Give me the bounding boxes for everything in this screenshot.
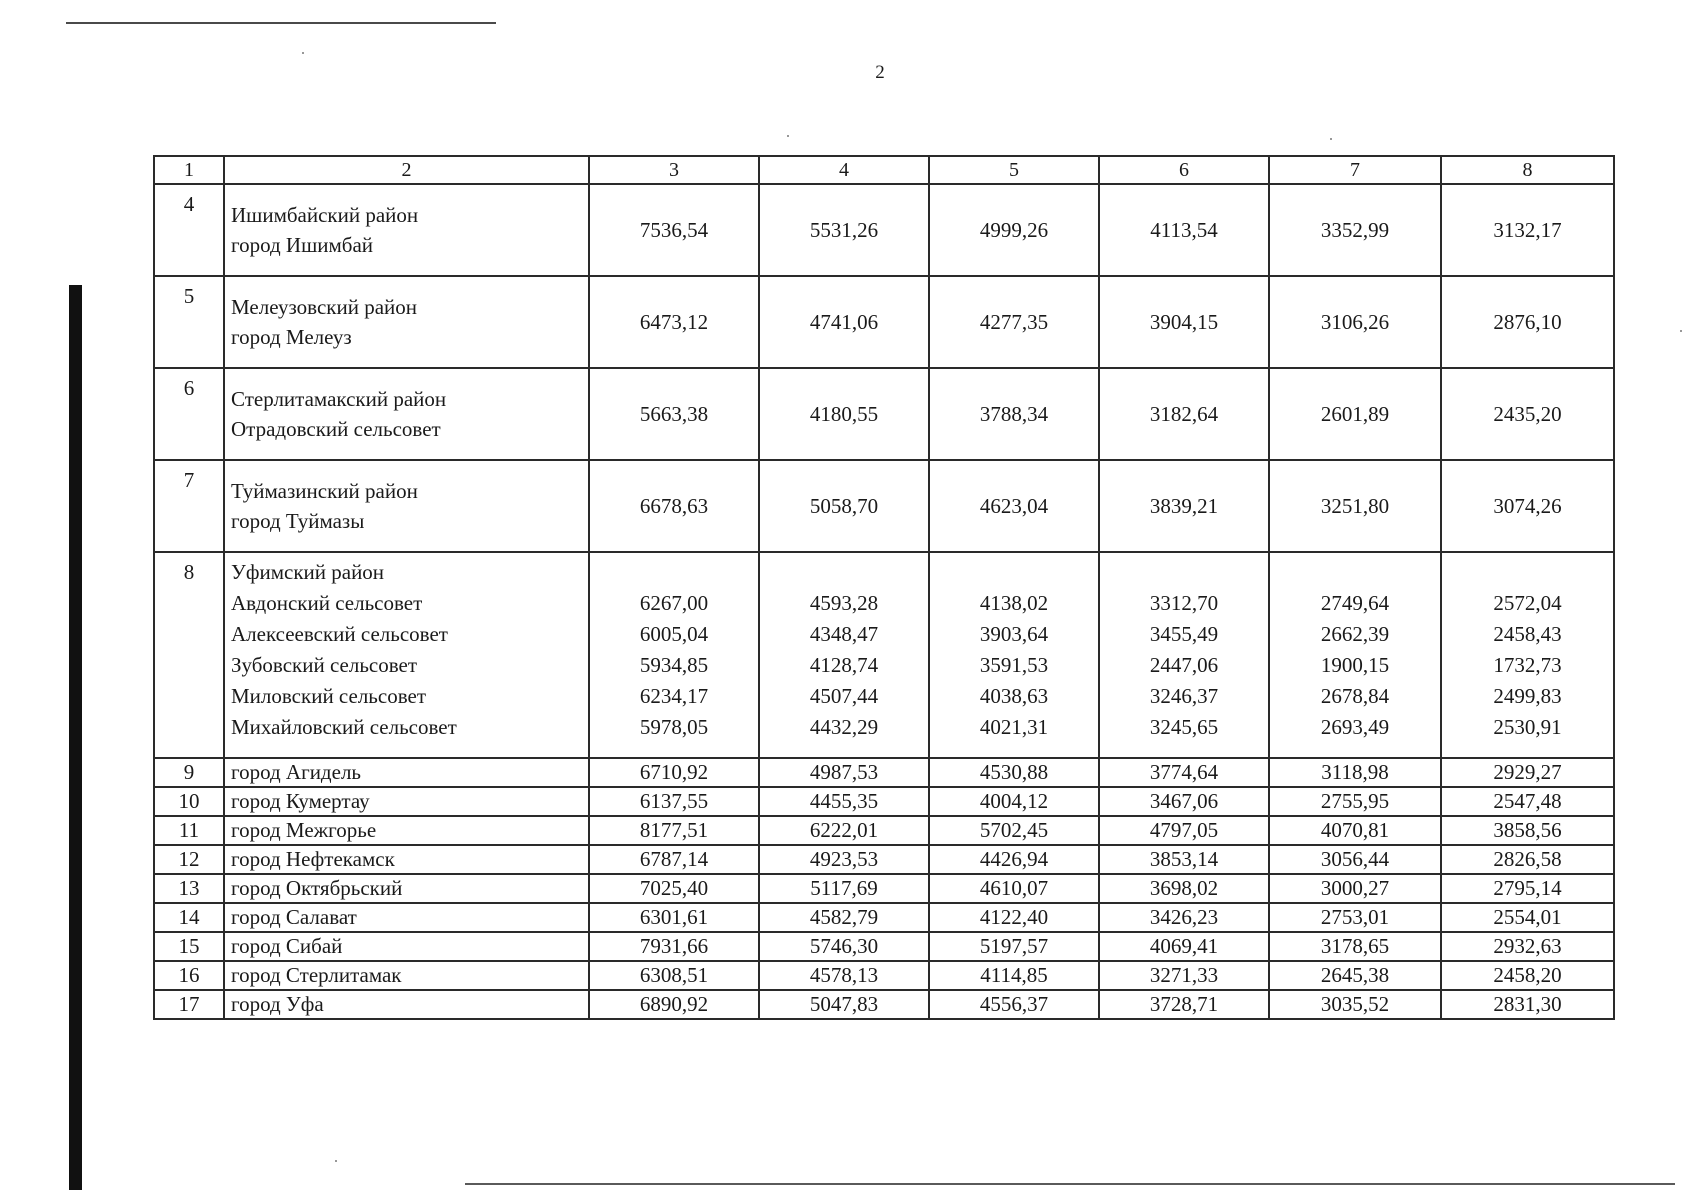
row-name: город Агидель [224,758,589,787]
value-cell: 4797,05 [1099,816,1269,845]
value-cell: 4987,53 [759,758,929,787]
value-cell: 3853,14 [1099,845,1269,874]
value-cell: 4069,41 [1099,932,1269,961]
value-cell: 4426,94 [929,845,1099,874]
row-name-line: город Ишимбай [231,233,374,257]
value-cell: 4530,88 [929,758,1099,787]
row-number: 9 [154,758,224,787]
value-line: 4138,02 [979,591,1049,615]
value-line: 2749,64 [1320,591,1390,615]
table-row [154,874,1614,903]
row-number: 10 [154,787,224,816]
settlement-name: Миловский сельсовет [231,684,426,708]
value-line: 4038,63 [979,684,1049,708]
row-name-line: Отрадовский сельсовет [231,417,441,441]
table-row [154,460,1614,552]
value-spacer [936,557,1092,588]
value-cell: 4122,40 [929,903,1099,932]
value-spacer [1448,557,1607,588]
value-cell: 2458,20 [1441,961,1614,990]
settlement-name: Алексеевский сельсовет [231,622,448,646]
value-cell: 4999,26 [929,184,1099,276]
scan-binding-edge [69,285,82,1190]
value-line: 5978,05 [639,715,709,739]
table-row [154,845,1614,874]
value-line: 3246,37 [1149,684,1219,708]
value-cell: 2876,10 [1441,276,1614,368]
row-name: город Октябрьский [224,874,589,903]
value-cell: 3467,06 [1099,787,1269,816]
table-row [154,932,1614,961]
value-cell: 5058,70 [759,460,929,552]
value-cell: 3178,65 [1269,932,1441,961]
table-row [154,276,1614,368]
value-line: 2662,39 [1320,622,1390,646]
column-header: 4 [759,156,929,184]
value-line: 3455,49 [1149,622,1219,646]
value-spacer [596,557,752,588]
value-line: 2693,49 [1320,715,1390,739]
value-cell: 2601,89 [1269,368,1441,460]
table-row [154,990,1614,1019]
value-cell: 4004,12 [929,787,1099,816]
value-cell [1441,552,1614,758]
value-cell: 5197,57 [929,932,1099,961]
row-name [224,184,589,276]
value-cell [1099,552,1269,758]
value-cell: 3271,33 [1099,961,1269,990]
row-name: город Нефтекамск [224,845,589,874]
value-cell: 5702,45 [929,816,1099,845]
value-line: 1900,15 [1320,653,1390,677]
table-row [154,758,1614,787]
row-name [224,276,589,368]
value-cell: 6473,12 [589,276,759,368]
value-line: 6234,17 [639,684,709,708]
value-cell: 3251,80 [1269,460,1441,552]
value-cell: 4582,79 [759,903,929,932]
value-line: 2447,06 [1149,653,1219,677]
value-cell: 6222,01 [759,816,929,845]
table-row [154,816,1614,845]
value-line: 3903,64 [979,622,1049,646]
row-number: 15 [154,932,224,961]
value-cell: 2753,01 [1269,903,1441,932]
value-line: 2530,91 [1493,715,1562,739]
value-cell: 6710,92 [589,758,759,787]
value-cell: 3774,64 [1099,758,1269,787]
row-number: 4 [154,184,224,276]
value-cell: 4277,35 [929,276,1099,368]
value-cell: 2554,01 [1441,903,1614,932]
row-name [224,552,589,758]
value-cell: 4578,13 [759,961,929,990]
row-name-line: Стерлитамакский район [231,386,447,411]
value-cell: 3132,17 [1441,184,1614,276]
row-name: город Межгорье [224,816,589,845]
scan-speck [787,135,789,137]
settlement-name: Михайловский сельсовет [231,715,457,739]
value-line: 4021,31 [979,715,1049,739]
value-cell: 5663,38 [589,368,759,460]
value-cell: 2755,95 [1269,787,1441,816]
value-cell: 4113,54 [1099,184,1269,276]
row-name-line: город Туймазы [231,509,365,533]
value-line: 4128,74 [809,653,879,677]
value-cell: 4610,07 [929,874,1099,903]
value-spacer [1106,557,1262,588]
value-line: 2678,84 [1320,684,1390,708]
row-name: город Кумертау [224,787,589,816]
value-cell: 3035,52 [1269,990,1441,1019]
page-number: 2 [875,62,885,83]
value-cell: 3728,71 [1099,990,1269,1019]
value-cell: 5117,69 [759,874,929,903]
value-cell: 6890,92 [589,990,759,1019]
row-name [224,368,589,460]
row-number: 14 [154,903,224,932]
value-line: 4348,47 [809,622,879,646]
table-row [154,787,1614,816]
table-row [154,903,1614,932]
value-cell: 3118,98 [1269,758,1441,787]
value-line: 4593,28 [809,591,879,615]
row-number: 16 [154,961,224,990]
table-row [154,552,1614,758]
value-cell: 4556,37 [929,990,1099,1019]
scan-speck [1330,138,1332,140]
table-header-row [154,156,1614,184]
value-cell [589,552,759,758]
value-cell: 4741,06 [759,276,929,368]
row-name: город Салават [224,903,589,932]
row-number: 6 [154,368,224,460]
value-cell: 3000,27 [1269,874,1441,903]
column-header: 8 [1441,156,1614,184]
value-line: 3245,65 [1149,715,1219,739]
value-cell: 6308,51 [589,961,759,990]
column-header: 1 [154,156,224,184]
value-cell: 2435,20 [1441,368,1614,460]
value-cell [1269,552,1441,758]
column-header: 7 [1269,156,1441,184]
settlement-name: Авдонский сельсовет [231,591,423,615]
row-name-line: Мелеузовский район [231,294,418,319]
value-line: 2499,83 [1493,684,1562,708]
value-cell: 2645,38 [1269,961,1441,990]
value-cell: 8177,51 [589,816,759,845]
value-cell: 3858,56 [1441,816,1614,845]
value-cell: 3074,26 [1441,460,1614,552]
row-number: 8 [154,552,224,758]
value-cell: 6137,55 [589,787,759,816]
value-spacer [1276,557,1434,588]
column-header: 5 [929,156,1099,184]
value-line: 3591,53 [979,653,1049,677]
value-cell: 3426,23 [1099,903,1269,932]
scan-speck [335,1160,337,1162]
value-cell [759,552,929,758]
value-line: 6267,00 [639,591,709,615]
value-cell: 3839,21 [1099,460,1269,552]
value-line: 6005,04 [639,622,709,646]
value-cell: 2932,63 [1441,932,1614,961]
row-name-line: Туймазинский район [231,478,418,503]
value-cell: 5746,30 [759,932,929,961]
value-cell: 7536,54 [589,184,759,276]
settlement-name: Зубовский сельсовет [231,653,418,677]
value-cell: 7025,40 [589,874,759,903]
column-header: 2 [224,156,589,184]
row-number: 13 [154,874,224,903]
row-number: 11 [154,816,224,845]
value-cell: 4070,81 [1269,816,1441,845]
value-cell: 4923,53 [759,845,929,874]
column-header: 3 [589,156,759,184]
value-cell: 2547,48 [1441,787,1614,816]
value-cell: 3106,26 [1269,276,1441,368]
value-cell: 3352,99 [1269,184,1441,276]
table-row [154,961,1614,990]
district-name: Уфимский район [231,560,385,584]
row-name [224,460,589,552]
rates-table [153,155,1615,1020]
value-spacer [766,557,922,588]
row-name-line: Ишимбайский район [231,202,419,227]
row-number: 5 [154,276,224,368]
value-cell: 6678,63 [589,460,759,552]
row-number: 17 [154,990,224,1019]
value-line: 5934,85 [639,653,709,677]
value-cell: 4114,85 [929,961,1099,990]
value-cell: 4180,55 [759,368,929,460]
value-line: 1732,73 [1493,653,1562,677]
value-line: 2572,04 [1493,591,1562,615]
value-line: 3312,70 [1149,591,1219,615]
value-cell: 4455,35 [759,787,929,816]
value-cell: 6301,61 [589,903,759,932]
value-cell: 2831,30 [1441,990,1614,1019]
value-cell: 6787,14 [589,845,759,874]
value-cell: 5531,26 [759,184,929,276]
value-cell: 2795,14 [1441,874,1614,903]
row-number: 7 [154,460,224,552]
scan-border-line-top [66,22,496,24]
value-cell: 2826,58 [1441,845,1614,874]
value-cell: 5047,83 [759,990,929,1019]
scan-speck [302,52,304,54]
value-cell: 3698,02 [1099,874,1269,903]
value-cell: 2929,27 [1441,758,1614,787]
value-line: 4432,29 [809,715,879,739]
value-line: 2458,43 [1493,622,1562,646]
scan-border-line-bottom [465,1183,1675,1185]
value-cell [929,552,1099,758]
value-cell: 3182,64 [1099,368,1269,460]
table-row [154,368,1614,460]
value-cell: 7931,66 [589,932,759,961]
row-name-line: город Мелеуз [231,325,352,349]
row-number: 12 [154,845,224,874]
scan-speck [1680,330,1682,332]
value-cell: 3056,44 [1269,845,1441,874]
table-row [154,184,1614,276]
value-cell: 4623,04 [929,460,1099,552]
row-name: город Уфа [224,990,589,1019]
value-line: 4507,44 [809,684,879,708]
value-cell: 3904,15 [1099,276,1269,368]
value-cell: 3788,34 [929,368,1099,460]
column-header: 6 [1099,156,1269,184]
row-name: город Стерлитамак [224,961,589,990]
row-name: город Сибай [224,932,589,961]
